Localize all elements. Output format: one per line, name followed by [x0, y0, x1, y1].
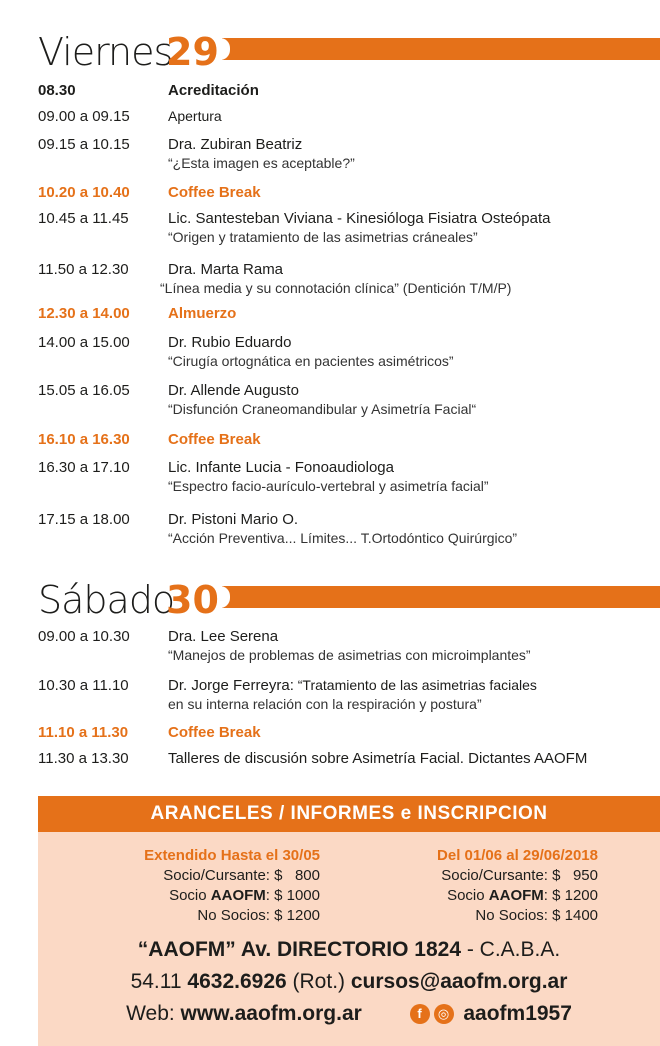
schedule-time: 09.00 a 10.30: [38, 628, 130, 645]
schedule-speaker: [168, 136, 302, 153]
schedule-time: 15.05 a 16.05: [38, 382, 130, 399]
schedule-title: Almuerzo: [168, 305, 237, 322]
phone-number[interactable]: 4632.6926: [187, 970, 287, 993]
day-number: 29: [166, 30, 219, 74]
schedule-topic: “¿Esta imagen es aceptable?”: [168, 155, 355, 171]
day-header-viernes: [38, 30, 660, 80]
schedule-time: 16.30 a 17.10: [38, 459, 130, 476]
schedule-time: 12.30 a 14.00: [38, 305, 130, 322]
facebook-icon[interactable]: f: [410, 1004, 430, 1024]
fee-line: Socio/Cursante: $ 800: [163, 867, 320, 884]
schedule-topic: “Acción Preventiva... Límites... T.Ortodóntico Quirúrgico”: [168, 530, 518, 546]
contact-org-line: [38, 938, 660, 962]
schedule-row: [38, 108, 660, 128]
schedule-time: 08.30: [38, 82, 76, 99]
fee-line: Socio/Cursante: $ 950: [441, 867, 598, 884]
schedule-speaker: [168, 261, 283, 278]
contact-org: “AAOFM” Av. DIRECTORIO 1824: [137, 938, 462, 961]
schedule-time: 10.20 a 10.40: [38, 184, 130, 201]
fees-column-late: [372, 846, 598, 926]
fees-column-head: Extendido Hasta el 30/05: [144, 847, 320, 864]
schedule-speaker: [168, 628, 278, 645]
schedule-speaker: [168, 382, 299, 399]
schedule-time: 10.30 a 11.10: [38, 677, 129, 694]
speaker-name: Dr. Allende Augusto: [168, 382, 299, 399]
schedule-topic: “Cirugía ortognática en pacientes asimétricos”: [168, 353, 454, 369]
fee-line: No Socios: $ 1200: [197, 907, 320, 924]
schedule-time: 09.15 a 10.15: [38, 136, 130, 153]
fee-line: No Socios: $ 1400: [475, 907, 598, 924]
fees-panel: [38, 796, 660, 1046]
speaker-name: Apertura: [168, 108, 222, 124]
schedule-topic: “Manejos de problemas de asimetrias con microimplantes”: [168, 647, 531, 663]
schedule-row: [38, 382, 660, 422]
schedule-speaker: [168, 677, 537, 694]
fee-line: Socio AAOFM: $ 1000: [169, 887, 320, 904]
day-bar: [222, 586, 660, 608]
schedule-row: [38, 210, 660, 250]
schedule-row: [38, 511, 660, 551]
instagram-icon[interactable]: ◎: [434, 1004, 454, 1024]
contact-city: - C.A.B.A.: [461, 938, 561, 961]
social-handle[interactable]: aaofm1957: [463, 1002, 572, 1025]
fees-header: ARANCELES / INFORMES e INSCRIPCION: [38, 796, 660, 832]
speaker-name: Dra. Marta Rama: [168, 261, 284, 278]
speaker-name: Lic. Infante Lucia - Fonoaudiologa: [168, 459, 394, 476]
schedule-time: 09.00 a 09.15: [38, 108, 130, 125]
web-label: Web:: [126, 1002, 181, 1025]
fees-column-head: Del 01/06 al 29/06/2018: [437, 847, 598, 864]
schedule-topic: “Espectro facio-aurículo-vertebral y asimetría facial”: [168, 478, 489, 494]
schedule-time: 14.00 a 15.00: [38, 334, 130, 351]
speaker-name: Dr. Pistoni Mario O.: [168, 511, 299, 528]
schedule-time: 17.15 a 18.00: [38, 511, 130, 528]
speaker-name: Dr. Jorge Ferreyra:: [168, 677, 294, 694]
schedule-title: Coffee Break: [168, 184, 261, 201]
schedule-time: 11.50 a 12.30: [38, 261, 129, 278]
day-bar: [222, 38, 660, 60]
speaker-name: Dra. Lee Serena: [168, 628, 279, 645]
schedule-time: 10.45 a 11.45: [38, 210, 129, 227]
speaker-name: Dr. Rubio Eduardo: [168, 334, 292, 351]
schedule-topic: “Disfunción Craneomandibular y Asimetría Facial“: [168, 401, 477, 417]
phone-suffix: (Rot.): [286, 970, 351, 993]
schedule-row: [38, 459, 660, 499]
speaker-name: Dra. Zubiran Beatriz: [168, 136, 303, 153]
web-link[interactable]: www.aaofm.org.ar: [180, 1002, 362, 1025]
schedule-row: [38, 82, 660, 102]
day-name: Viernes: [38, 30, 173, 74]
contact-web-line: [38, 1002, 660, 1026]
schedule-title: Coffee Break: [168, 431, 261, 448]
speaker-topic: “Tratamiento de las asimetrias faciales: [293, 677, 537, 693]
schedule-row: [38, 334, 660, 374]
schedule-topic: en su interna relación con la respiración y postura”: [168, 696, 482, 712]
schedule-time: 11.30 a 13.30: [38, 750, 129, 767]
schedule-row: [38, 724, 660, 744]
speaker-name: Talleres de discusión sobre Asimetría Facial. Dictantes AAOFM: [168, 750, 588, 767]
schedule-topic: “Origen y tratamiento de las asimetrias cráneales”: [168, 229, 478, 245]
schedule-row: [38, 750, 660, 770]
schedule-row: [38, 305, 660, 325]
schedule-row: [38, 261, 660, 301]
schedule-speaker: [168, 750, 587, 767]
schedule-row: [38, 184, 660, 204]
schedule-title: Coffee Break: [168, 724, 261, 741]
schedule-row: [38, 677, 660, 717]
schedule-speaker: [168, 108, 222, 124]
schedule-row: [38, 136, 660, 176]
email-link[interactable]: cursos@aaofm.org.ar: [350, 970, 568, 993]
day-header-sabado: [38, 578, 660, 628]
fees-column-early: [94, 846, 320, 926]
schedule-row: [38, 431, 660, 451]
schedule-speaker: [168, 334, 291, 351]
fee-line: Socio AAOFM: $ 1200: [447, 887, 598, 904]
schedule-speaker: [168, 459, 394, 476]
speaker-name: Lic. Santesteban Viviana - Kinesióloga Fisiatra Osteópata: [168, 210, 551, 227]
schedule-row: [38, 628, 660, 668]
schedule-title: Acreditación: [168, 82, 259, 99]
schedule-speaker: [168, 511, 298, 528]
schedule-topic: “Línea media y su connotación clínica” (Dentición T/M/P): [160, 280, 512, 296]
day-number: 30: [166, 578, 219, 622]
schedule-speaker: [168, 210, 550, 227]
phone-prefix: 54.11: [130, 970, 188, 993]
day-name: Sábado: [38, 578, 175, 622]
schedule-time: 16.10 a 16.30: [38, 431, 130, 448]
contact-phone-line: [38, 970, 660, 994]
schedule-time: 11.10 a 11.30: [38, 724, 129, 741]
